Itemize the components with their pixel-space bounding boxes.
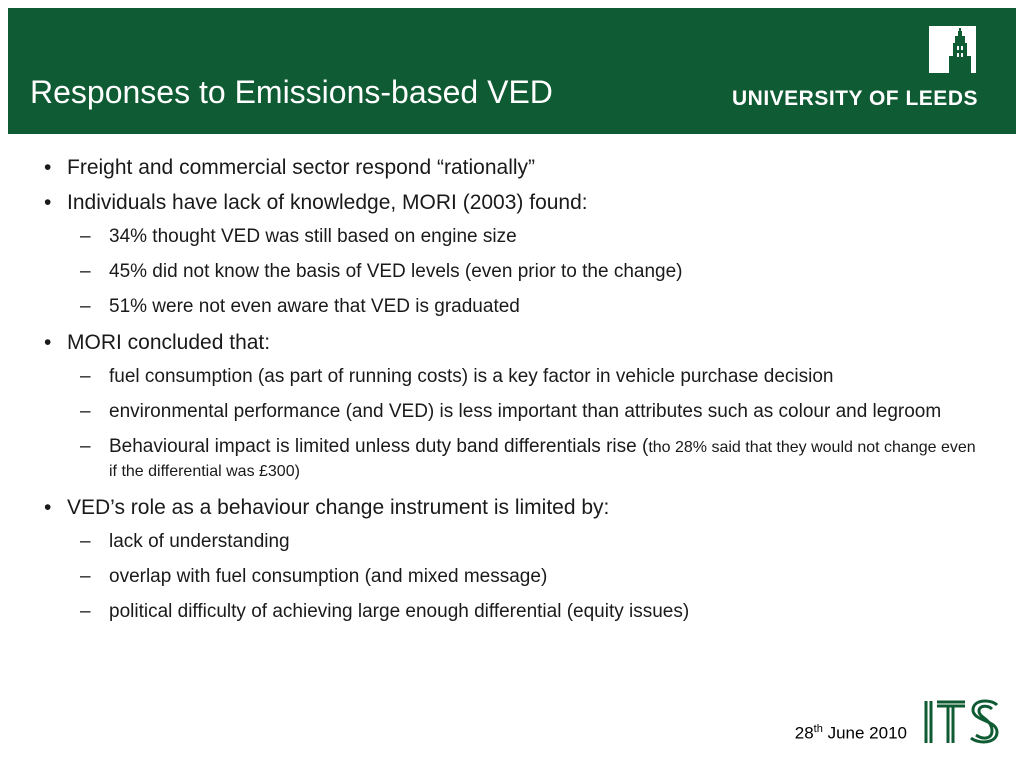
bullet-text: Freight and commercial sector respond “rationally”	[67, 156, 536, 179]
dash-icon: –	[80, 296, 91, 317]
bullet-icon: •	[44, 191, 52, 214]
sub-bullet-item	[0, 600, 979, 623]
sub-bullet-note: tho 28% said that they would not change even if the differential was £300)	[109, 439, 976, 480]
dash-icon: –	[80, 531, 91, 552]
its-logo-icon	[921, 699, 1001, 745]
bullet-icon: •	[44, 331, 52, 354]
dash-icon: –	[80, 601, 91, 622]
sub-bullet-text: 45% did not know the basis of VED levels (even prior to the change)	[109, 261, 683, 282]
dash-icon: –	[80, 436, 91, 457]
sub-bullet-item	[0, 565, 979, 588]
bullet-item	[0, 155, 972, 180]
slide-header	[8, 8, 1016, 134]
bullet-list	[0, 155, 1024, 635]
sub-bullet-item	[0, 260, 979, 283]
sub-bullet-item	[0, 225, 979, 248]
sub-bullet-item	[0, 530, 979, 553]
sub-bullet-item	[0, 295, 979, 318]
dash-icon: –	[80, 226, 91, 247]
slide-title: Responses to Emissions-based VED	[30, 74, 553, 110]
sub-bullet-text: environmental performance (and VED) is less important than attributes such as colour and legroom	[109, 401, 942, 422]
dash-icon: –	[80, 366, 91, 387]
sub-bullet-text: lack of understanding	[109, 531, 290, 552]
bullet-icon: •	[44, 156, 52, 179]
sub-bullet-text: Behavioural impact is limited unless duty band differentials rise (	[109, 436, 649, 457]
dash-icon: –	[80, 261, 91, 282]
sub-bullet-text: 34% thought VED was still based on engine size	[109, 226, 517, 247]
sub-bullet-text: 51% were not even aware that VED is graduated	[109, 296, 520, 317]
university-name: UNIVERSITY OF LEEDS	[732, 87, 978, 110]
sub-bullet-text: overlap with fuel consumption (and mixed message)	[109, 566, 548, 587]
sub-bullet-item	[0, 435, 979, 483]
dash-icon: –	[80, 401, 91, 422]
bullet-text: MORI concluded that:	[67, 331, 271, 354]
university-crest-icon	[929, 26, 976, 73]
bullet-icon: •	[44, 496, 52, 519]
date-suffix: th	[813, 723, 823, 735]
sub-bullet-text: fuel consumption (as part of running costs) is a key factor in vehicle purchase decision	[109, 366, 834, 387]
dash-icon: –	[80, 566, 91, 587]
date-day: 28	[794, 723, 814, 743]
bullet-text: Individuals have lack of knowledge, MORI (2003) found:	[67, 191, 588, 214]
sub-bullet-text: political difficulty of achieving large enough differential (equity issues)	[109, 601, 690, 622]
sub-bullet-item	[0, 365, 979, 388]
bullet-item	[0, 190, 972, 215]
sub-bullet-item	[0, 400, 979, 423]
slide-date	[760, 719, 907, 744]
date-rest: June 2010	[822, 723, 907, 743]
bullet-item	[0, 330, 972, 355]
bullet-item	[0, 495, 972, 520]
bullet-text: VED’s role as a behaviour change instrument is limited by:	[67, 496, 610, 519]
